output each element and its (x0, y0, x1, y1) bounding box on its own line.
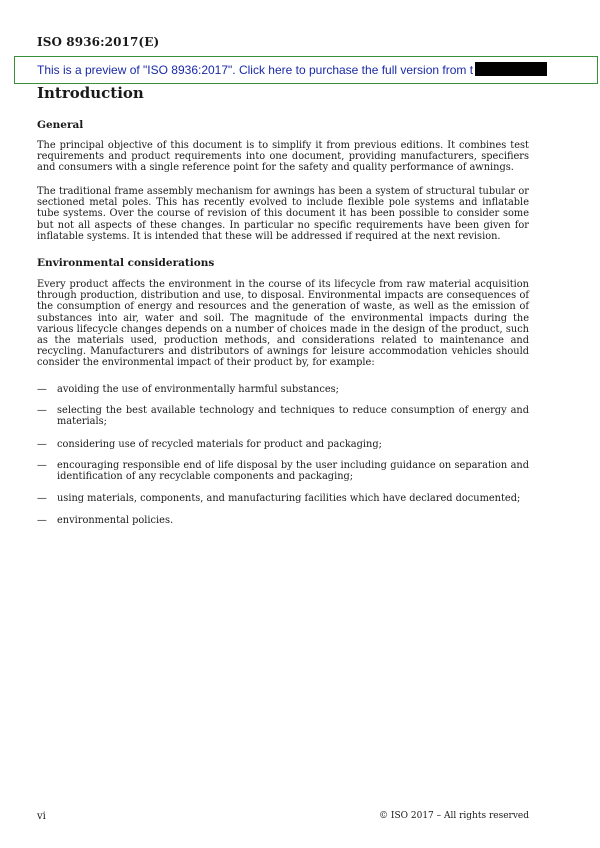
environmental-paragraph: Every product affects the environment in the course of its lifecycle from raw material acquisition through production, distribution and use, to disposal. Environmental impacts are consequences of the consumption of energy and resources and the generation of waste, as well as the emission of substances into air, water and soil. The magnitude of the environmental impacts during the various lifecycle changes depends on a number of choices made in the design of the product, such as the materials used, production methods, and considerations related to maintenance and recycling. Manufacturers and distributors of awnings for leisure accommodation vehicles should consider the environmental impact of their product by, for example: (37, 279, 529, 369)
list-item (37, 460, 529, 482)
general-paragraph-1: The principal objective of this document is to simplify it from previous editions. It combines test requirements and product requirements into one document, providing manufacturers, specifiers and consumers with a single reference point for the safety and quality performance of awnings. (37, 140, 529, 174)
list-item (37, 384, 529, 395)
list-item-text: using materials, components, and manufacturing facilities which have declared documented; (57, 493, 521, 504)
copyright-notice: © ISO 2017 – All rights reserved (379, 811, 529, 821)
list-item-text: avoiding the use of environmentally harmful substances; (57, 384, 339, 395)
list-item-text: environmental policies. (57, 515, 174, 526)
list-dash: — (37, 460, 47, 471)
list-item-text: selecting the best available technology and techniques to reduce consumption of energy and materials; (57, 405, 529, 428)
list-item (37, 405, 529, 427)
list-item-text: encouraging responsible end of life disposal by the user including guidance on separation and identification of any recyclable components and packaging; (57, 460, 529, 483)
redaction-bar (475, 62, 547, 76)
list-item (37, 439, 529, 450)
section-heading-general: General (37, 119, 84, 131)
list-dash: — (37, 384, 47, 395)
purchase-link[interactable]: This is a preview of "ISO 8936:2017". Click here to purchase the full version from t (37, 63, 474, 77)
purchase-preview-banner[interactable] (14, 56, 598, 84)
document-id-header: ISO 8936:2017(E) (37, 35, 160, 49)
list-item-text: considering use of recycled materials for product and packaging; (57, 439, 382, 450)
list-dash: — (37, 493, 47, 504)
page-number: vi (37, 811, 46, 822)
section-heading-environmental: Environmental considerations (37, 257, 215, 269)
list-dash: — (37, 405, 47, 416)
general-paragraph-2: The traditional frame assembly mechanism for awnings has been a system of structural tubular or sectioned metal poles. This has recently evolved to include flexible pole systems and inflatable tube systems. Over the course of revision of this document it has been possible to consider some but not all aspects of these changes. In particular no specific requirements have been given for inflatable systems. It is intended that these will be addressed if required at the next revision. (37, 186, 529, 242)
list-item (37, 493, 529, 504)
introduction-title: Introduction (37, 84, 144, 102)
list-item (37, 515, 529, 526)
list-dash: — (37, 439, 47, 450)
list-dash: — (37, 515, 47, 526)
